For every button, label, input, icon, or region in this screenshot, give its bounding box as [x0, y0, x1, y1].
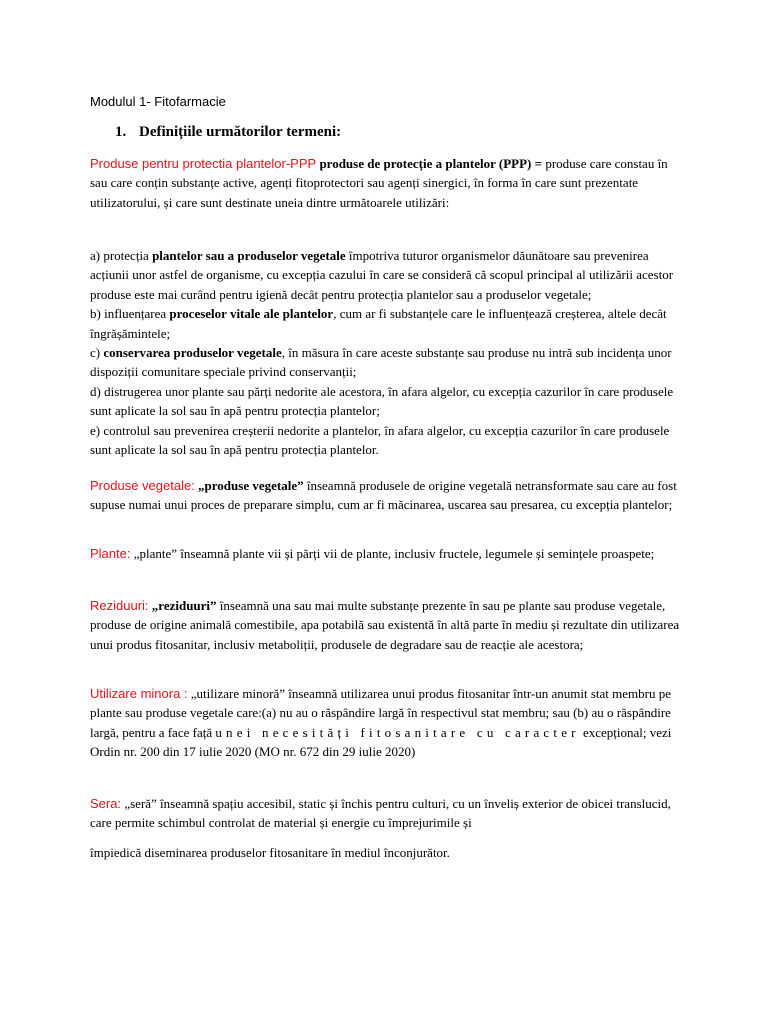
use-b [90, 304, 684, 343]
heading-text: Definițiile următorilor termeni: [139, 124, 342, 140]
section-heading [115, 124, 341, 141]
term-reziduuri: Reziduuri: [90, 598, 149, 613]
use-a-prefix: a) protecția [90, 248, 153, 263]
sera-text-1: „seră” înseamnă spațiu accesibil, static și închis pentru culturi, cu un înveliș exterior de obicei translucid, care permite schimbul controlat de material și energie cu împrejurimile și [90, 796, 671, 831]
definition-ppp [90, 154, 684, 212]
vegetale-bold: „produse vegetale” [194, 478, 304, 493]
vegetale-text: înseamnă produsele de origine vegetală netransformate sau care au fost supuse numai unui proces de preparare simplu, cum ar fi măcinarea, uscarea sau presarea, cu excepția plantelor; [90, 478, 677, 513]
plante-text: „plante” înseamnă plante vii și părți vii de plante, inclusiv fructele, legumele și semințele proaspete; [130, 546, 655, 561]
ppp-eq: = [531, 156, 546, 171]
ppp-uses-list [90, 246, 684, 459]
definition-utilizare-minora [90, 684, 684, 762]
use-a-text: împotriva tuturor organismelor dăunătoare sau prevenirea acțiunii unor astfel de organisme, cu excepția cazului în care se consideră că scopul principal al utilizării acestor produse este mai curând pentru igienă decât pentru protecția plantelor sau a produselor vegetale; [90, 248, 674, 302]
heading-number: 1. [115, 124, 127, 140]
definition-plante [90, 544, 684, 563]
ppp-bold: produse de protecție a plantelor (PPP) [319, 156, 532, 171]
use-b-prefix: b) influențarea [90, 306, 170, 322]
use-d: d) distrugerea unor plante sau părți nedorite ale acestora, în afara algelor, cu excepția cazurilor în care produsele sunt aplicate la sol sau în apă pentru protecția plantelor; [90, 383, 674, 419]
use-c-text: , în măsura în care aceste substanțe sau produse nu intră sub incidența unor dispoziții comunitare speciale privind conservanții; [90, 345, 672, 380]
definition-reziduuri [90, 596, 684, 654]
use-b-bold: proceselor vitale ale plantelor [169, 306, 334, 322]
term-sera: Sera: [90, 796, 122, 811]
use-c-prefix: c) [90, 345, 104, 361]
use-c-bold: conservarea produselor vegetale [103, 345, 282, 361]
term-plante: Plante: [90, 546, 131, 561]
ppp-text: produse care constau în sau care conțin substanțe active, agenți fitoprotectori sau agenți sinergici, în forma în care sunt prezentate utilizatorului, și care sunt destinate uneia dintre următoarele utilizări: [90, 156, 668, 210]
module-title: Modulul 1- Fitofarmacie [90, 94, 226, 109]
use-a-bold: plantelor sau a produselor vegetale [152, 248, 346, 263]
definition-sera [90, 794, 684, 862]
reziduuri-text: înseamnă una sau mai multe substanțe prezente în sau pe plante sau produse vegetale, produse de origine animală comestibile, apa potabilă sau existentă în altă parte în mediu și rezultate din utilizarea unui produs fitosanitar, inclusiv metaboliții, produsele de degradare sau de reacție ale acestora; [90, 598, 680, 652]
sera-text-2: împiedică diseminarea produselor fitosanitare în mediul înconjurător. [90, 844, 450, 860]
minora-text-2: excepțional; vezi Ordin nr. 200 din 17 iulie 2020 (MO nr. 672 din 29 iulie 2020) [90, 724, 672, 760]
minora-spaced-text: unei necesități fitosanitare cu caracter [215, 724, 580, 740]
reziduuri-bold: „reziduuri” [148, 598, 217, 613]
use-e: e) controlul sau prevenirea creșterii nedorite a plantelor, în afara algelor, cu excepția cazurilor în care produsele sunt aplicate la sol sau în apă pentru protecția plantelor. [90, 422, 670, 458]
minora-text-1: „utilizare minoră” înseamnă utilizarea unui produs fitosanitar într-un anumit stat membru pe plante sau produse vegetale care:(a) nu au o răspândire largă în respectivul stat membru; sau (b) au o răspândire largă, pentru a face față [90, 686, 672, 740]
use-c [90, 343, 684, 382]
term-utilizare-minora: Utilizare minora : [90, 686, 188, 701]
term-ppp: Produse pentru protectia plantelor-PPP [90, 156, 317, 171]
use-a [90, 246, 684, 304]
use-b-text: , cum ar fi substanțele care le influențează creșterea, altele decât îngrășămintele; [90, 306, 667, 341]
definition-produse-vegetale [90, 476, 684, 515]
term-produse-vegetale: Produse vegetale: [90, 478, 195, 493]
